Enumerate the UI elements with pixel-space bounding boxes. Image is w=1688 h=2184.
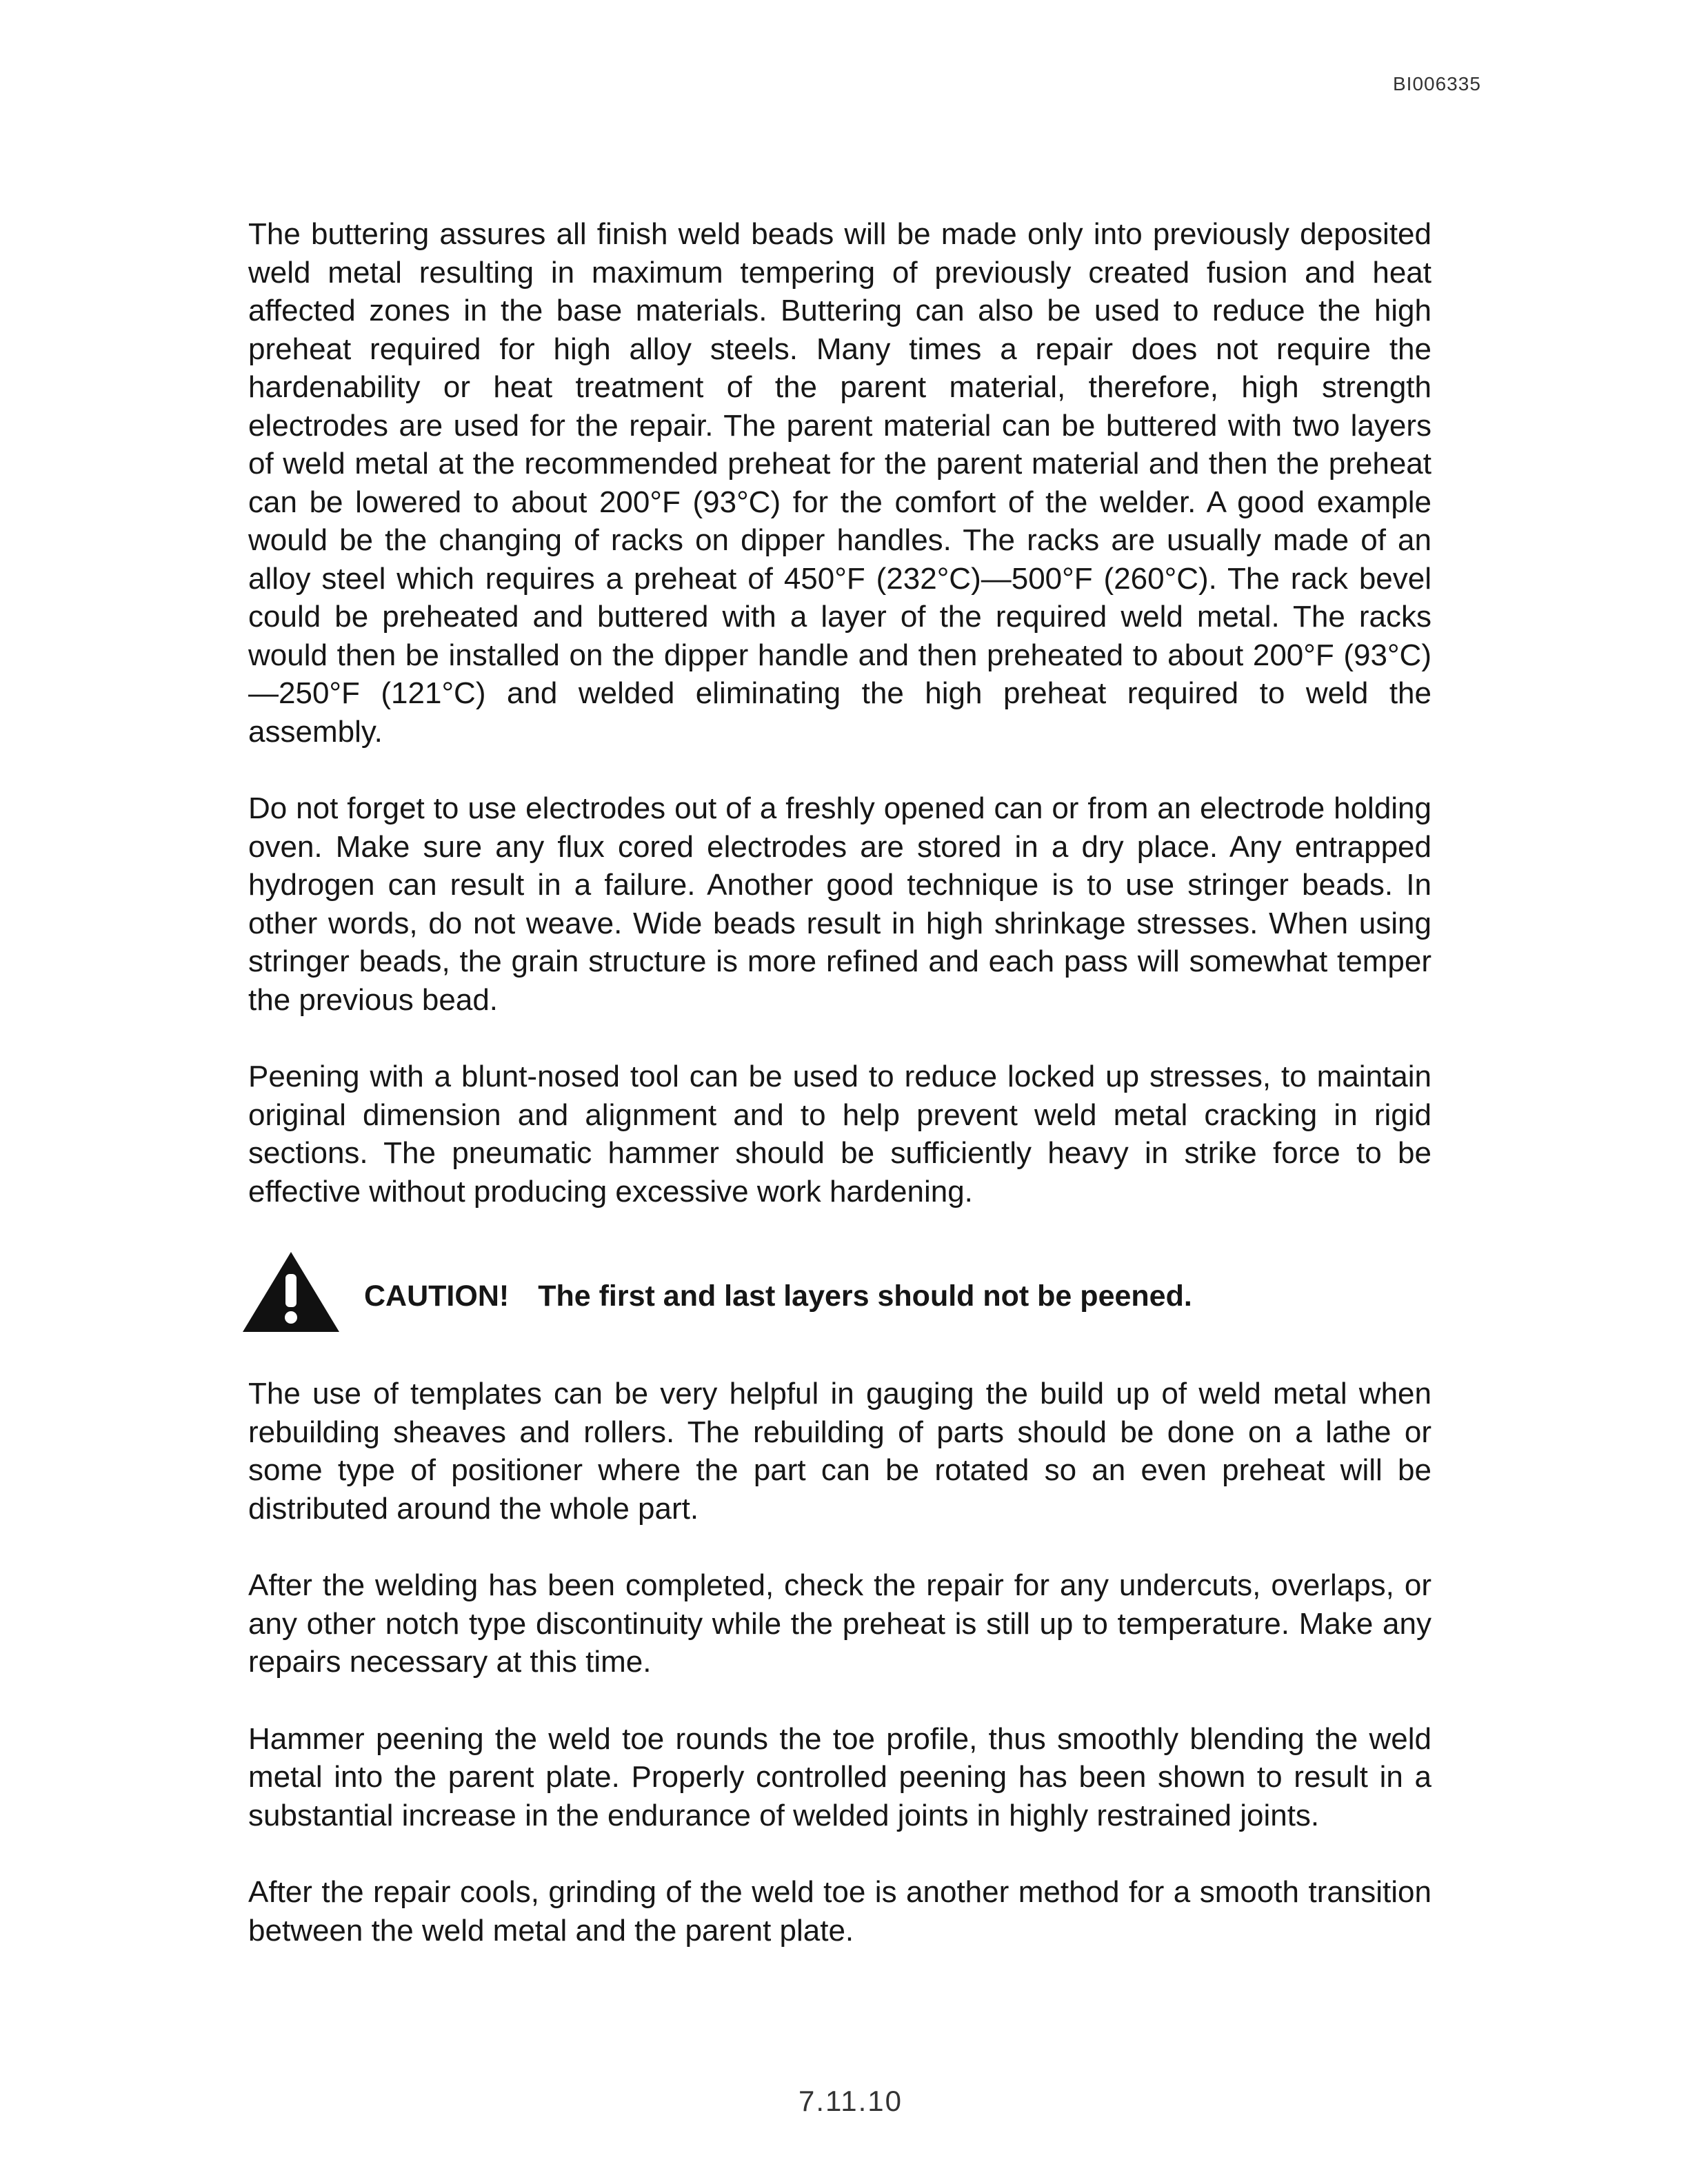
warning-triangle-icon (240, 1249, 342, 1335)
paragraph-electrodes: Do not forget to use electrodes out of a freshly opened can or from an electrode holding oven. Make sure any flux cored electrodes are stored in a dry place. Any entrapped hydrogen can result in a failure. Another good technique is to use stringer beads. In other words, do not weave. Wide beads result in high shrinkage stresses. When using stringer beads, the grain structure is more refined and each pass will somewhat temper the previous bead. (248, 791, 1431, 1017)
paragraph-buttering: The buttering assures all finish weld beads will be made only into previously deposited weld metal resulting in maximum tempering of previously created fusion and heat affected zones in the base materials. Buttering can also be used to reduce the high preheat required for high alloy steels. Many times a repair does not require the hardenability or heat treatment of the parent material, therefore, high strength electrodes are used for the repair. The parent material can be buttered with two layers of weld metal at the recommended preheat for the parent material and then the preheat can be lowered to about 200°F (93°C) for the comfort of the welder. A good example would be the changing of racks on dipper handles. The racks are usually made of an alloy steel which requires a preheat of 450°F (232°C)—500°F (260°C). The rack bevel could be preheated and buttered with a layer of the required weld metal. The racks would then be installed on the dipper handle and then preheated to about 200°F (93°C)—250°F (121°C) and welded eliminating the high preheat required to weld the assembly. (248, 217, 1431, 749)
caution-notice (240, 1249, 1431, 1339)
caution-label: CAUTION! (364, 1280, 510, 1313)
paragraph-peening-tool: Peening with a blunt-nosed tool can be used to reduce locked up stresses, to maintain original dimension and alignment and to help prevent weld metal cracking in rigid sections. The pneumatic hammer should be sufficiently heavy in strike force to be effective without producing excessive work hardening. (248, 1060, 1431, 1209)
caution-text: The first and last layers should not be peened. (538, 1280, 1192, 1313)
paragraph-grinding: After the repair cools, grinding of the weld toe is another method for a smooth transition between the weld metal and the parent plate. (248, 1875, 1431, 1948)
caution-message (364, 1280, 1192, 1313)
paragraph-hammer-peening: Hammer peening the weld toe rounds the toe profile, thus smoothly blending the weld metal into the parent plate. Properly controlled peening has been shown to result in a substantial increase in the endurance of welded joints in highly restrained joints. (248, 1721, 1431, 1832)
page-number: 7.11.10 (798, 2085, 903, 2117)
paragraph-inspection: After the welding has been completed, check the repair for any undercuts, overlaps, or any other notch type discontinuity while the preheat is still up to temperature. Make any repairs necessary at this time. (248, 1568, 1431, 1679)
document-id: BI006335 (1393, 73, 1481, 94)
page-content (248, 215, 1431, 1988)
paragraph-templates: The use of templates can be very helpful in gauging the build up of weld metal when rebuilding sheaves and rollers. The rebuilding of parts should be done on a lathe or some type of positioner where the part can be rotated so an even preheat will be distributed around the whole part. (248, 1377, 1431, 1526)
